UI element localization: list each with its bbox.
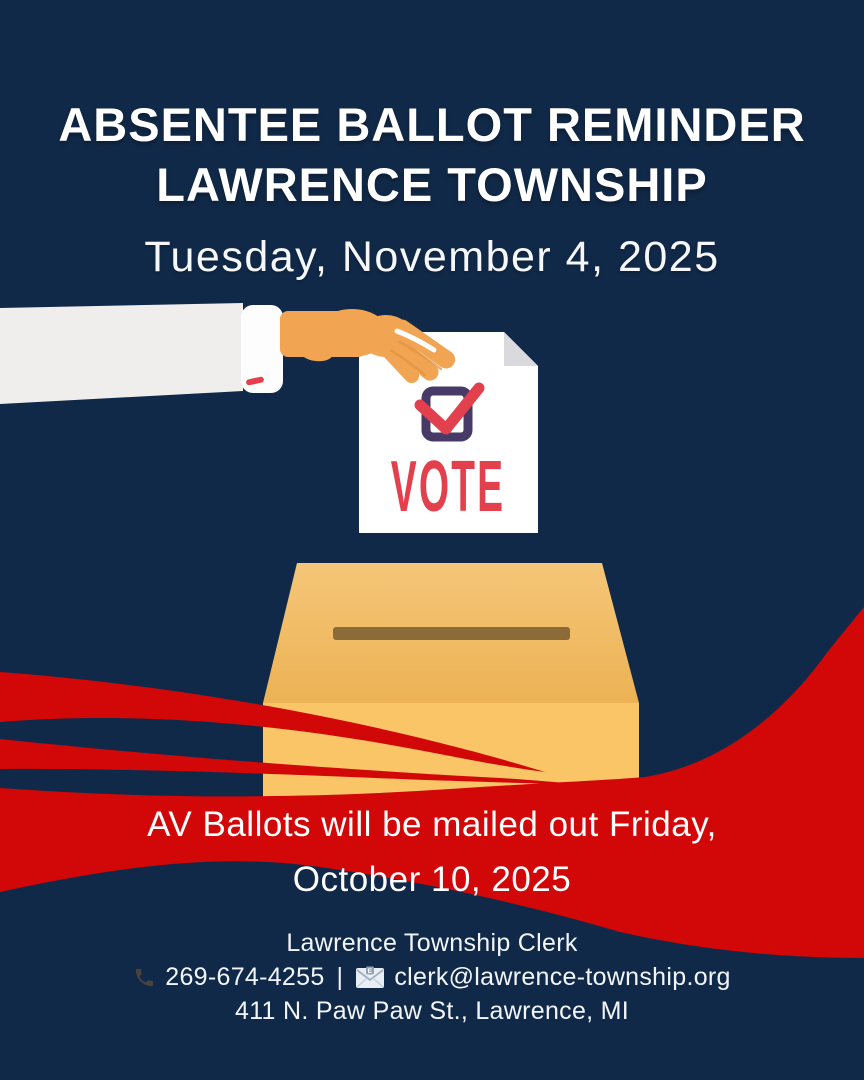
footer-separator: | [336,963,344,991]
phone-number: 269-674-4255 [165,963,325,991]
envelope-icon [355,966,385,989]
svg-text:E: E [368,967,373,975]
sleeve [0,303,243,404]
title-line-2: LAWRENCE TOWNSHIP [156,158,708,211]
poster-header [0,95,864,215]
notice-line-1: AV Ballots will be mailed out Friday, [147,805,717,844]
title-line-1: ABSENTEE BALLOT REMINDER [58,98,806,151]
paper-fold-corner [504,332,538,366]
arm-illustration [0,303,283,404]
contact-footer [0,926,864,1028]
clerk-name: Lawrence Township Clerk [286,929,578,957]
phone-icon [133,966,156,989]
election-date: Tuesday, November 4, 2025 [144,233,720,281]
street-address: 411 N. Paw Paw St., Lawrence, MI [234,997,630,1025]
email-address: clerk@lawrence-township.org [394,963,731,991]
notice-line-2: October 10, 2025 [292,860,572,899]
box-slot [333,627,570,640]
contact-row [0,960,864,994]
mailing-notice [0,797,864,907]
vote-label: VOTE [390,447,506,528]
